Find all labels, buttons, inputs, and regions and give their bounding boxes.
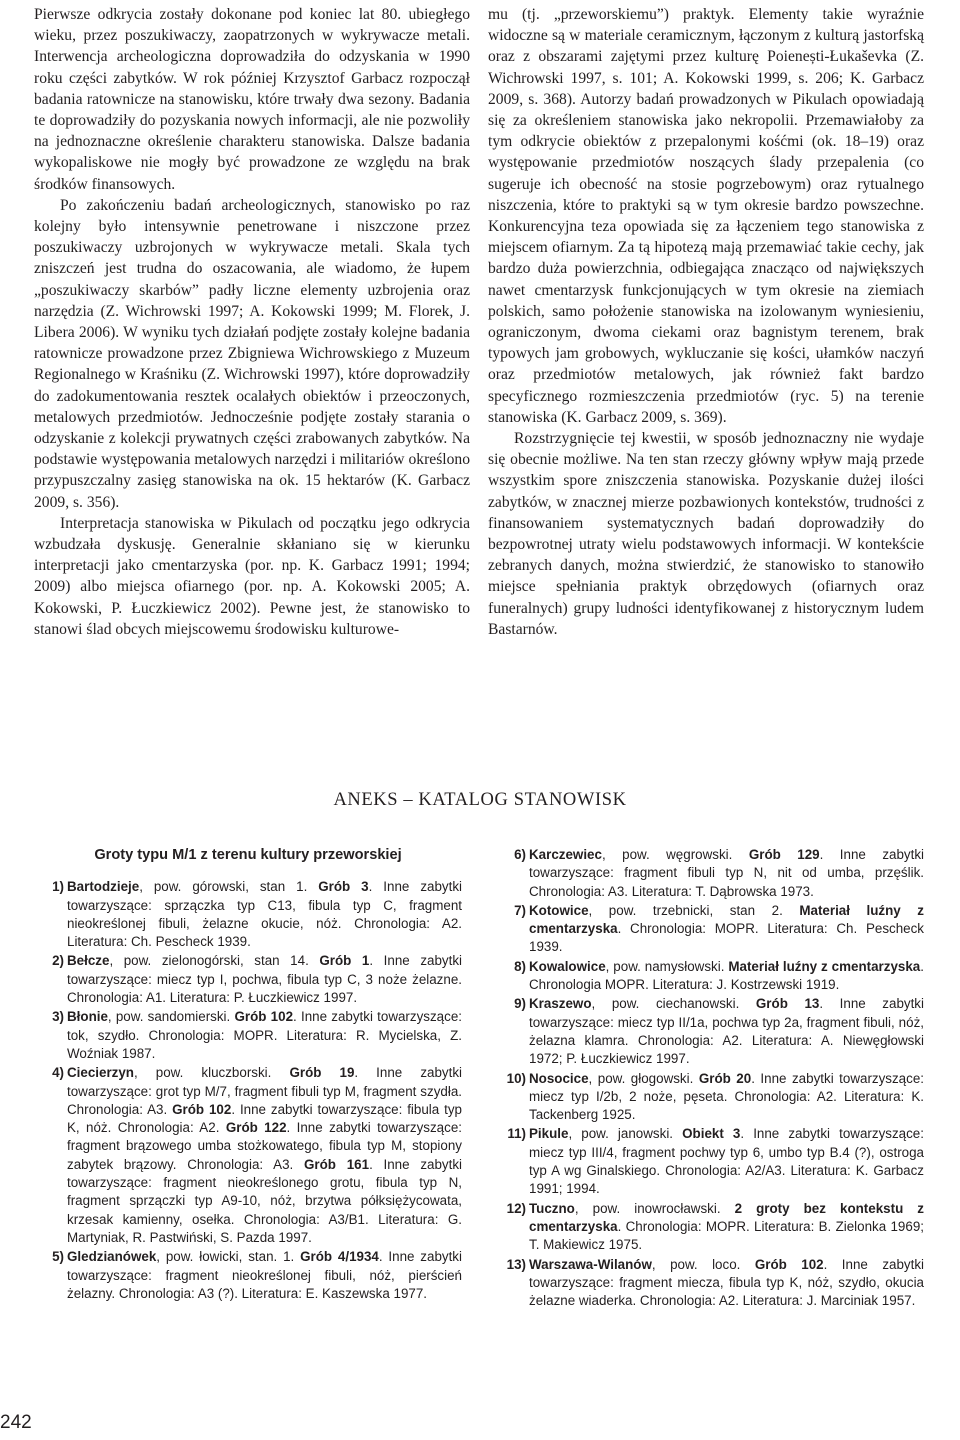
catalog-entry [496, 1070, 924, 1125]
site-name: Bartodzieje [67, 879, 140, 895]
catalog-column-left [34, 846, 462, 1304]
catalog-entry-text [34, 952, 462, 1007]
entry-text: , pow. loco. [651, 1256, 755, 1272]
entry-text: . Inne zabytki towarzyszące: fragment brązowego umba stożkowatego, fibula typ M, stopiony zabytek brązowy. Chronologia: A3. [67, 1120, 462, 1172]
catalog-entry-number: 6) [514, 847, 526, 862]
body-paragraph: Interpretacja stanowiska w Pikulach od początku jego odkrycia wzbudzała dyskusję. Generalnie skłaniano się w kierunku interpretacji jako cmentarzyska (por. np. K. Garbacz 1991; 1994; 2009) albo miejsca ofiarnego (por. np. A. Kokowski 2005; A. Kokowski, P. Łuczkiewicz 2002). Pewne jest, że stanowisko to stanowi ślad obcych miejscowemu środowisku kulturowe- [34, 514, 470, 638]
site-name: Tuczno [529, 1200, 575, 1216]
entry-text: , pow. węgrowski. [601, 847, 749, 862]
entry-text: , pow. górowski, stan 1. [139, 879, 319, 895]
catalog-entry [34, 1008, 462, 1063]
catalog-entry-number: 1) [52, 879, 64, 895]
catalog-entry [496, 995, 924, 1068]
catalog-entry-text [496, 958, 924, 995]
catalog-entry-text [496, 1256, 924, 1311]
catalog-entry [496, 846, 924, 901]
entry-text: . Inne zabytki towarzyszące: miecz typ I, pochwa, fibula typ C, 3 noże żelazne. Chronologia: A1. Literatura: P. Łuczkiewicz 1997. [67, 953, 462, 1006]
entry-text: . Inne zabytki towarzyszące: fragment nieokreślonej fibuli, nóż, pierścień żelazny. Chronologia: A3 (?). Literatura: E. Kaszewska 1977. [67, 1249, 462, 1301]
catalog-entry-text [34, 878, 462, 951]
catalog-entry-number: 2) [52, 953, 64, 969]
body-column-left [34, 4, 470, 640]
catalog-list-left [34, 878, 462, 1303]
catalog-column-right [496, 846, 924, 1311]
feature-label: Grób 122 [225, 1120, 287, 1136]
entry-text: . Inne zabytki towarzyszące: grot typ M/7, fragment fibuli typ M, fragment szydła. Chronologia: A3. [67, 1065, 462, 1117]
catalog-entry-text [34, 1248, 462, 1303]
entry-text: , pow. namysłowski. [605, 958, 729, 974]
body-paragraph: Pierwsze odkrycia zostały dokonane pod koniec lat 80. ubiegłego wieku, przez poszukiwaczy, zaopatrzonych w wykrywacze metali. Interwencja archeologiczna doprowadziła do odzyskania w 1990 roku części zabytków. W rok później Krzysztof Garbacz rozpoczął badania ratownicze na stanowisku, które trwały dwa sezony. Badania te doprowadziły do pozyskania nowych informacji, ale nie pozwoliły na jednoznaczne określenie charakteru stanowiska. Dalsze badania wykopaliskowe nie mogły być prowadzone ze względu na brak środków finansowych. [34, 6, 470, 193]
entry-text: , pow. janowski. [568, 1126, 683, 1142]
catalog-entry [34, 878, 462, 951]
page-number: 242 [0, 1412, 32, 1433]
entry-text: , pow. łowicki, stan. 1. [156, 1249, 301, 1265]
catalog-entry-number: 10) [506, 1070, 526, 1086]
site-name: Pikule [529, 1126, 569, 1142]
entry-text: . Inne zabytki towarzyszące: miecz typ II/1a, pochwa typ 2a, fragment fibuli, nóż, żelazna klamra. Chronologia: A2. Literatura: A. Niewęgłowski 1972; P. Łuczkiewicz 1997. [529, 996, 924, 1067]
catalog-entry-number: 11) [507, 1126, 526, 1142]
feature-label: Materiał luźny z cmentarzyska [529, 902, 925, 937]
entry-text: . Inne zabytki towarzyszące: sprzączka typ C13, fibula typ C, fragment nieokreślonej fibuli, żelazne okucie, nóż. Chronologia: A2. Literatura: Ch. Pescheck 1939. [67, 879, 463, 950]
entry-text: . Inne zabytki towarzyszące: tok, szydło. Chronologia: MOPR. Literatura: R. Mycielska, Z. Woźniak 1987. [67, 1009, 462, 1061]
catalog-subtitle: Groty typu M/1 z terenu kultury przeworskiej [94, 847, 402, 863]
body-paragraph: mu (tj. „przeworskiemu”) praktyk. Elementy takie wyraźnie widoczne są w materiale ceramicznym, łączonym z kulturą jastorfską oraz z obszarami zajętymi przez kulturę Poienești-Łukaševka (Z. Wichrowski 1997, s. 101; A. Kokowski 1999, s. 206; K. Garbacz 2009, s. 368). Autorzy badań prowadzonych w Pikulach opowiadają się za określeniem stanowiska jako nekropolii. Przemawiałoby za tym odkrycie obiektów z przepalonymi kośćmi (ok. 18–19) oraz występowanie przedmiotów noszących ślady przepalenia (co sugeruje ich obecność na stosie pogrzebowym) oraz rytualnego niszczenia, które to praktyki są w tym okresie bardzo powszechne. Konkurencyjna teza opowiada się za łączeniem tego stanowiska z miejscem ofiarnym. Za tą hipotezą mają przemawiać takie cechy, jak bardzo duża powierzchnia, odbiegająca znacząco od największych nawet cmentarzysk funkcjonujących w tym okresie na ziemiach polskich, samo położenie stanowiska na izolowanym wyniesieniu, ograniczonym, dwoma ciekami oraz bagnistym terenem, brak typowych jam grobowych, wykluczanie się kości, ułamków naczyń oraz przedmiotów metalowych, jak również fakt bardzo specyficznego rozmieszczenia przedmiotów (ryc. 5) na terenie stanowiska (K. Garbacz 2009, s. 369). [488, 6, 924, 426]
feature-label: Grób 1 [319, 953, 370, 969]
site-name: Nosocice [529, 1070, 589, 1086]
catalog-entry-number: 9) [514, 996, 526, 1012]
site-name: Kotowice [529, 902, 589, 918]
entry-text: , pow. trzebnicki, stan 2. [588, 902, 800, 918]
entry-text: . Inne zabytki towarzyszące: fibula typ K, nóż. Chronologia: A2. [67, 1101, 462, 1136]
site-name: Gledzianówek [67, 1249, 157, 1265]
feature-label: Obiekt 3 [682, 1126, 741, 1142]
feature-label: Grób 102 [172, 1101, 232, 1117]
entry-text: , pow. ciechanowski. [591, 996, 756, 1012]
entry-text: . Chronologia: MOPR. Literatura: Ch. Pescheck 1939. [529, 921, 924, 955]
feature-label: Grób 161 [303, 1156, 370, 1172]
entry-text: , pow. inowrocławski. [574, 1200, 735, 1216]
catalog-entry-text [496, 1125, 924, 1198]
catalog-entry-number: 8) [514, 958, 526, 974]
catalog-entry [34, 1248, 462, 1303]
catalog-entry-text [34, 1008, 462, 1063]
body-paragraph: Po zakończeniu badań archeologicznych, stanowisko po raz kolejny było intensywnie penetrowane i niszczone przez poszukiwaczy uzbrojonych w wykrywacze metali. Skala tych zniszczeń jest trudna do oszacowania, ale wiadomo, że łupem „poszukiwaczy skarbów” padły liczne elementy uzbrojenia oraz narzędzia (Z. Wichrowski 1997; A. Kokowski 1999; M. Florek, J. Libera 2006). W wyniku tych działań podjęte zostały kolejne badania ratownicze prowadzone przez Zbigniewa Wichrowskiego z Muzeum Regionalnego w Kraśniku (Z. Wichrowski 1997), które doprowadziły do zadokumentowania resztek ocalałych obiektów i przeoczonych, metalowych przedmiotów. Jednocześnie podjęte zostały starania o odzyskanie z kolekcji prywatnych części zrabowanych zabytków. Na podstawie występowania metalowych narzędzi i militariów określono przypuszczalny zasięg stanowiska na ok. 15 hektarów (K. Garbacz 2009, s. 356). [34, 196, 470, 511]
body-column-right [488, 4, 924, 640]
entry-text: , pow. zielonogórski, stan 14. [109, 953, 320, 969]
entry-text: . Inne zabytki towarzyszące: fragment nieokreślonego grotu, fibula typ N, fragment sprzączki typ A9-10, nóż, brzytwa półksiężycowata, krzesak kamienny, osełka. Chronologia: A3/B1. Literatura: G. Martyniak, R. Pastwiński, S. Pazda 1997. [67, 1156, 462, 1245]
entry-text: . Chronologia: MOPR. Literatura: B. Zielonka 1969; T. Makiewicz 1975. [529, 1218, 924, 1253]
catalog-entry-text [496, 846, 924, 901]
catalog-entry-text [496, 1070, 924, 1125]
site-name: Błonie [67, 1009, 108, 1025]
site-name: Ciecierzyn [67, 1065, 134, 1081]
catalog-entry-number: 7) [514, 902, 526, 918]
catalog-entry-text [34, 1064, 462, 1247]
feature-label: Grób 3 [318, 879, 369, 895]
feature-label: Grób 102 [234, 1009, 294, 1025]
site-name: Warszawa-Wilanów [529, 1256, 652, 1272]
feature-label: Grób 4/1934 [300, 1249, 379, 1265]
catalog-entry [496, 1256, 924, 1311]
catalog-list-right [496, 846, 924, 1310]
catalog-entry [496, 1200, 924, 1255]
catalog-entry [496, 902, 924, 957]
catalog-entry-number: 4) [52, 1065, 64, 1081]
feature-label: Grób 13 [755, 996, 820, 1012]
catalog-entry-number: 3) [52, 1009, 64, 1025]
section-heading: ANEKS – KATALOG STANOWISK [333, 790, 627, 810]
catalog-entry [34, 1064, 462, 1247]
feature-label: Grób 129 [748, 847, 820, 862]
catalog-entry [34, 952, 462, 1007]
site-name: Karczewiec [529, 847, 602, 862]
site-name: Kraszewo [529, 996, 592, 1012]
feature-label: Grób 19 [289, 1065, 355, 1081]
entry-text: . Inne zabytki towarzyszące: miecz typ III/4, fragment pochwy typ 6, umbo typ B.4 (?), ostroga typ A wg Ginalskiego. Chronologia: A2/A3. Literatura: K. Garbacz 1991; 1994. [529, 1126, 924, 1197]
catalog-entry-text [496, 1200, 924, 1255]
entry-text: , pow. kluczborski. [134, 1065, 290, 1081]
entry-text: , pow. głogowski. [588, 1070, 699, 1086]
feature-label: 2 groty bez kontekstu z cmentarzyska [529, 1200, 924, 1234]
body-paragraph: Rozstrzygnięcie tej kwestii, w sposób jednoznaczny nie wydaje się obecnie możliwe. Na ten stan rzeczy główny wpływ mają przede wszystkim spore zniszczenia stanowiska. Pozyskanie dużej ilości zabytków, w znacznej mierze pozbawionych kontekstów, trudności z finansowaniem systematycznych badań doprowadziły do bezpowrotnej utraty wielu podstawowych informacji. W kontekście zebranych danych, można stwierdzić, że stanowisko to stanowiło miejsce spełniania praktyk obrzędowych (ofiarnych oraz funeralnych) grupy ludności identyfikowanej z historycznym ludem Bastarnów. [488, 430, 924, 638]
feature-label: Grób 20 [698, 1070, 752, 1086]
catalog-entry-text [496, 902, 924, 957]
catalog-entry [496, 1125, 924, 1198]
entry-text: . Inne zabytki towarzyszące: miecz typ I/2b, 2 noże, pęseta. Chronologia: A2. Literatura: K. Tackenberg 1925. [529, 1070, 924, 1123]
catalog-entry-text [496, 995, 924, 1068]
entry-text: . Inne zabytki towarzyszące: fragment fibuli typ N, nit od umba, przęślik. Chronologia: A3. Literatura: T. Dąbrowska 1973. [529, 847, 924, 899]
entry-text: . Inne zabytki towarzyszące: fragment miecza, fibula typ K, nóż, szydło, okucia żelazne wiaderka. Chronologia: A2. Literatura: J. Marciniak 1957. [529, 1256, 924, 1309]
feature-label: Grób 102 [754, 1256, 824, 1272]
catalog-entry-number: 5) [52, 1249, 64, 1265]
catalog-entry-number: 13) [506, 1256, 526, 1272]
entry-text: , pow. sandomierski. [107, 1009, 235, 1025]
site-name: Bełcze [67, 953, 110, 969]
entry-text: . Chronologia MOPR. Literatura: J. Kostrzewski 1919. [529, 958, 924, 993]
feature-label: Materiał luźny z cmentarzyska [728, 958, 921, 974]
site-name: Kowalowice [529, 958, 606, 974]
catalog-entry-number: 12) [506, 1200, 526, 1216]
catalog-entry [496, 958, 924, 995]
